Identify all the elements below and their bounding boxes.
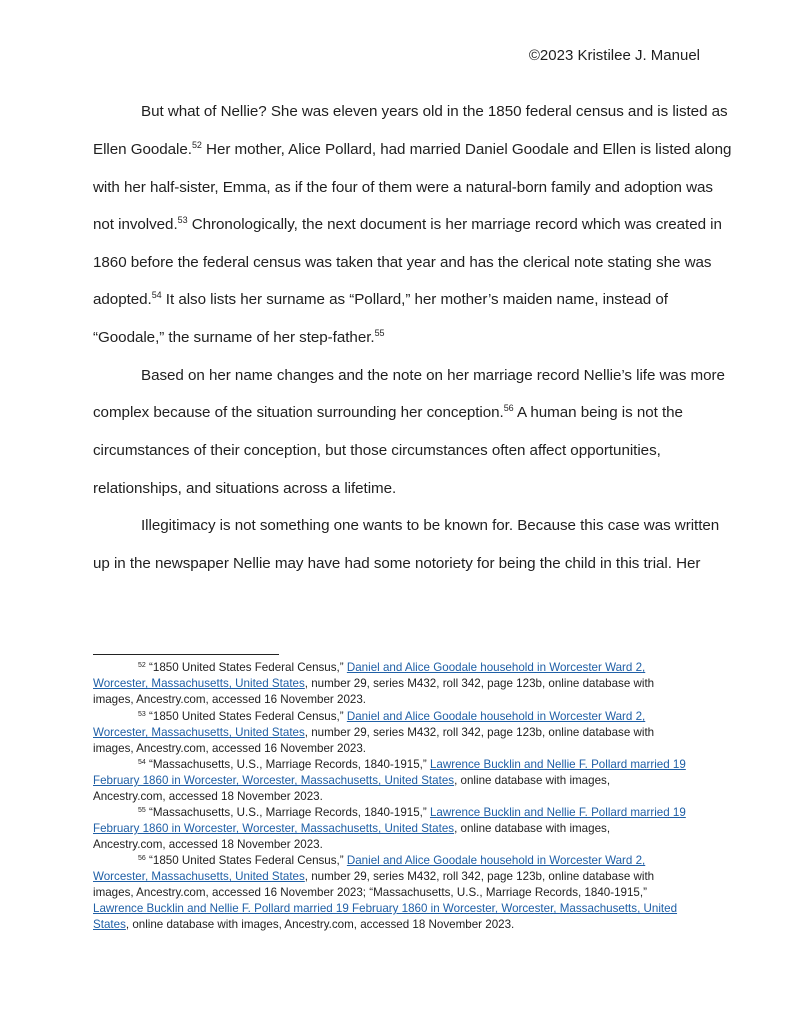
- footnote-link[interactable]: Lawrence Bucklin and Nellie F. Pollard married 19: [429, 758, 686, 771]
- footnote-link[interactable]: Daniel and Alice Goodale household in Worcester Ward 2,: [346, 854, 646, 867]
- footnote-link[interactable]: Daniel and Alice Goodale household in Worcester Ward 2,: [346, 710, 646, 723]
- footnote-56-line: States, online database with images, Ancestry.com, accessed 18 November 2023.: [93, 918, 515, 931]
- body-line: But what of Nellie? She was eleven years old in the 1850 federal census and is listed as: [141, 103, 728, 120]
- footnote-52-line: Worcester, Massachusetts, United States, number 29, series M432, roll 342, page 123b, online database with: [93, 677, 655, 690]
- footnote-ref[interactable]: 52: [191, 140, 202, 150]
- footnote-54: $^{54}$ “Massachusetts, U.S., Marriage Records, 1840-1915,” Lawrence Bucklin and Nellie F. Pollard married 19: [138, 758, 686, 771]
- body-line: up in the newspaper Nellie may have had some notoriety for being the child in this trial. Her: [93, 555, 701, 572]
- footnote-ref[interactable]: 54: [151, 290, 162, 300]
- footnote-link[interactable]: Lawrence Bucklin and Nellie F. Pollard married 19 February 1860 in Worcester, Worcester, Massachusetts, United: [93, 902, 678, 915]
- footnote-53-line: Worcester, Massachusetts, United States, number 29, series M432, roll 342, page 123b, online database with: [93, 726, 655, 739]
- footnote-separator: [93, 654, 279, 655]
- footnote-link[interactable]: February 1860 in Worcester, Worcester, Massachusetts, United States: [93, 774, 455, 787]
- footnote-link[interactable]: February 1860 in Worcester, Worcester, Massachusetts, United States: [93, 822, 455, 835]
- footnote-link[interactable]: Worcester, Massachusetts, United States: [93, 870, 305, 883]
- footnote-55: $^{55}$ “Massachusetts, U.S., Marriage Records, 1840-1915,” Lawrence Bucklin and Nellie F. Pollard married 19: [138, 806, 686, 819]
- footnote-link[interactable]: Worcester, Massachusetts, United States: [93, 726, 305, 739]
- footnote-link[interactable]: States: [93, 918, 126, 931]
- body-line: not involved.$^{53}$ Chronologically, the next document is her marriage record which was created in: [93, 215, 722, 233]
- footnote-56-line: Worcester, Massachusetts, United States, number 29, series M432, roll 342, page 123b, online database with: [93, 870, 655, 883]
- body-line: adopted.$^{54}$ It also lists her surname as “Pollard,” her mother’s maiden name, instead of: [93, 290, 668, 308]
- body-line: Illegitimacy is not something one wants to be known for. Because this case was written: [141, 517, 720, 534]
- footnote-ref[interactable]: 53: [177, 215, 188, 225]
- footnote-56-line: images, Ancestry.com, accessed 16 November 2023; “Massachusetts, U.S., Marriage Records, 1840-1915,”: [93, 886, 647, 899]
- footnote-56: $^{56}$ “1850 United States Federal Census,” Daniel and Alice Goodale household in Worcester Ward 2,: [138, 854, 646, 867]
- body-line: complex because of the situation surrounding her conception.$^{56}$ A human being is not the: [93, 403, 683, 421]
- footnote-ref[interactable]: 56: [503, 403, 514, 413]
- footnote-56-line: [93, 902, 677, 915]
- footnote-link[interactable]: Worcester, Massachusetts, United States: [93, 677, 305, 690]
- footnote-54-line: Ancestry.com, accessed 18 November 2023.: [93, 790, 323, 803]
- body-line: circumstances of their conception, but those circumstances often affect opportunities,: [93, 442, 661, 459]
- footnote-52: $^{52}$ “1850 United States Federal Census,” Daniel and Alice Goodale household in Worcester Ward 2,: [138, 661, 646, 674]
- footnote-53-line: images, Ancestry.com, accessed 16 November 2023.: [93, 742, 367, 755]
- footnote-55-line: February 1860 in Worcester, Worcester, Massachusetts, United States, online database with images,: [93, 822, 611, 835]
- copyright-header: ©2023 Kristilee J. Manuel: [528, 47, 700, 64]
- body-line: with her half-sister, Emma, as if the four of them were a natural-born family and adoption was: [93, 179, 713, 196]
- footnote-53: $^{53}$ “1850 United States Federal Census,” Daniel and Alice Goodale household in Worcester Ward 2,: [138, 710, 646, 723]
- body-line: Ellen Goodale.$^{52}$ Her mother, Alice Pollard, had married Daniel Goodale and Ellen is listed along: [93, 140, 732, 158]
- body-line: Based on her name changes and the note on her marriage record Nellie’s life was more: [141, 367, 725, 384]
- footnote-link[interactable]: Lawrence Bucklin and Nellie F. Pollard married 19: [429, 806, 686, 819]
- footnote-link[interactable]: Daniel and Alice Goodale household in Worcester Ward 2,: [346, 661, 646, 674]
- body-line: 1860 before the federal census was taken that year and has the clerical note stating she was: [93, 254, 712, 271]
- footnote-52-line: images, Ancestry.com, accessed 16 November 2023.: [93, 693, 367, 706]
- body-line: “Goodale,” the surname of her step-father.$^{55}$: [93, 328, 385, 346]
- body-line: relationships, and situations across a lifetime.: [93, 480, 397, 497]
- footnote-ref[interactable]: 55: [374, 328, 385, 338]
- footnote-54-line: February 1860 in Worcester, Worcester, Massachusetts, United States, online database with images,: [93, 774, 611, 787]
- footnote-55-line: Ancestry.com, accessed 18 November 2023.: [93, 838, 323, 851]
